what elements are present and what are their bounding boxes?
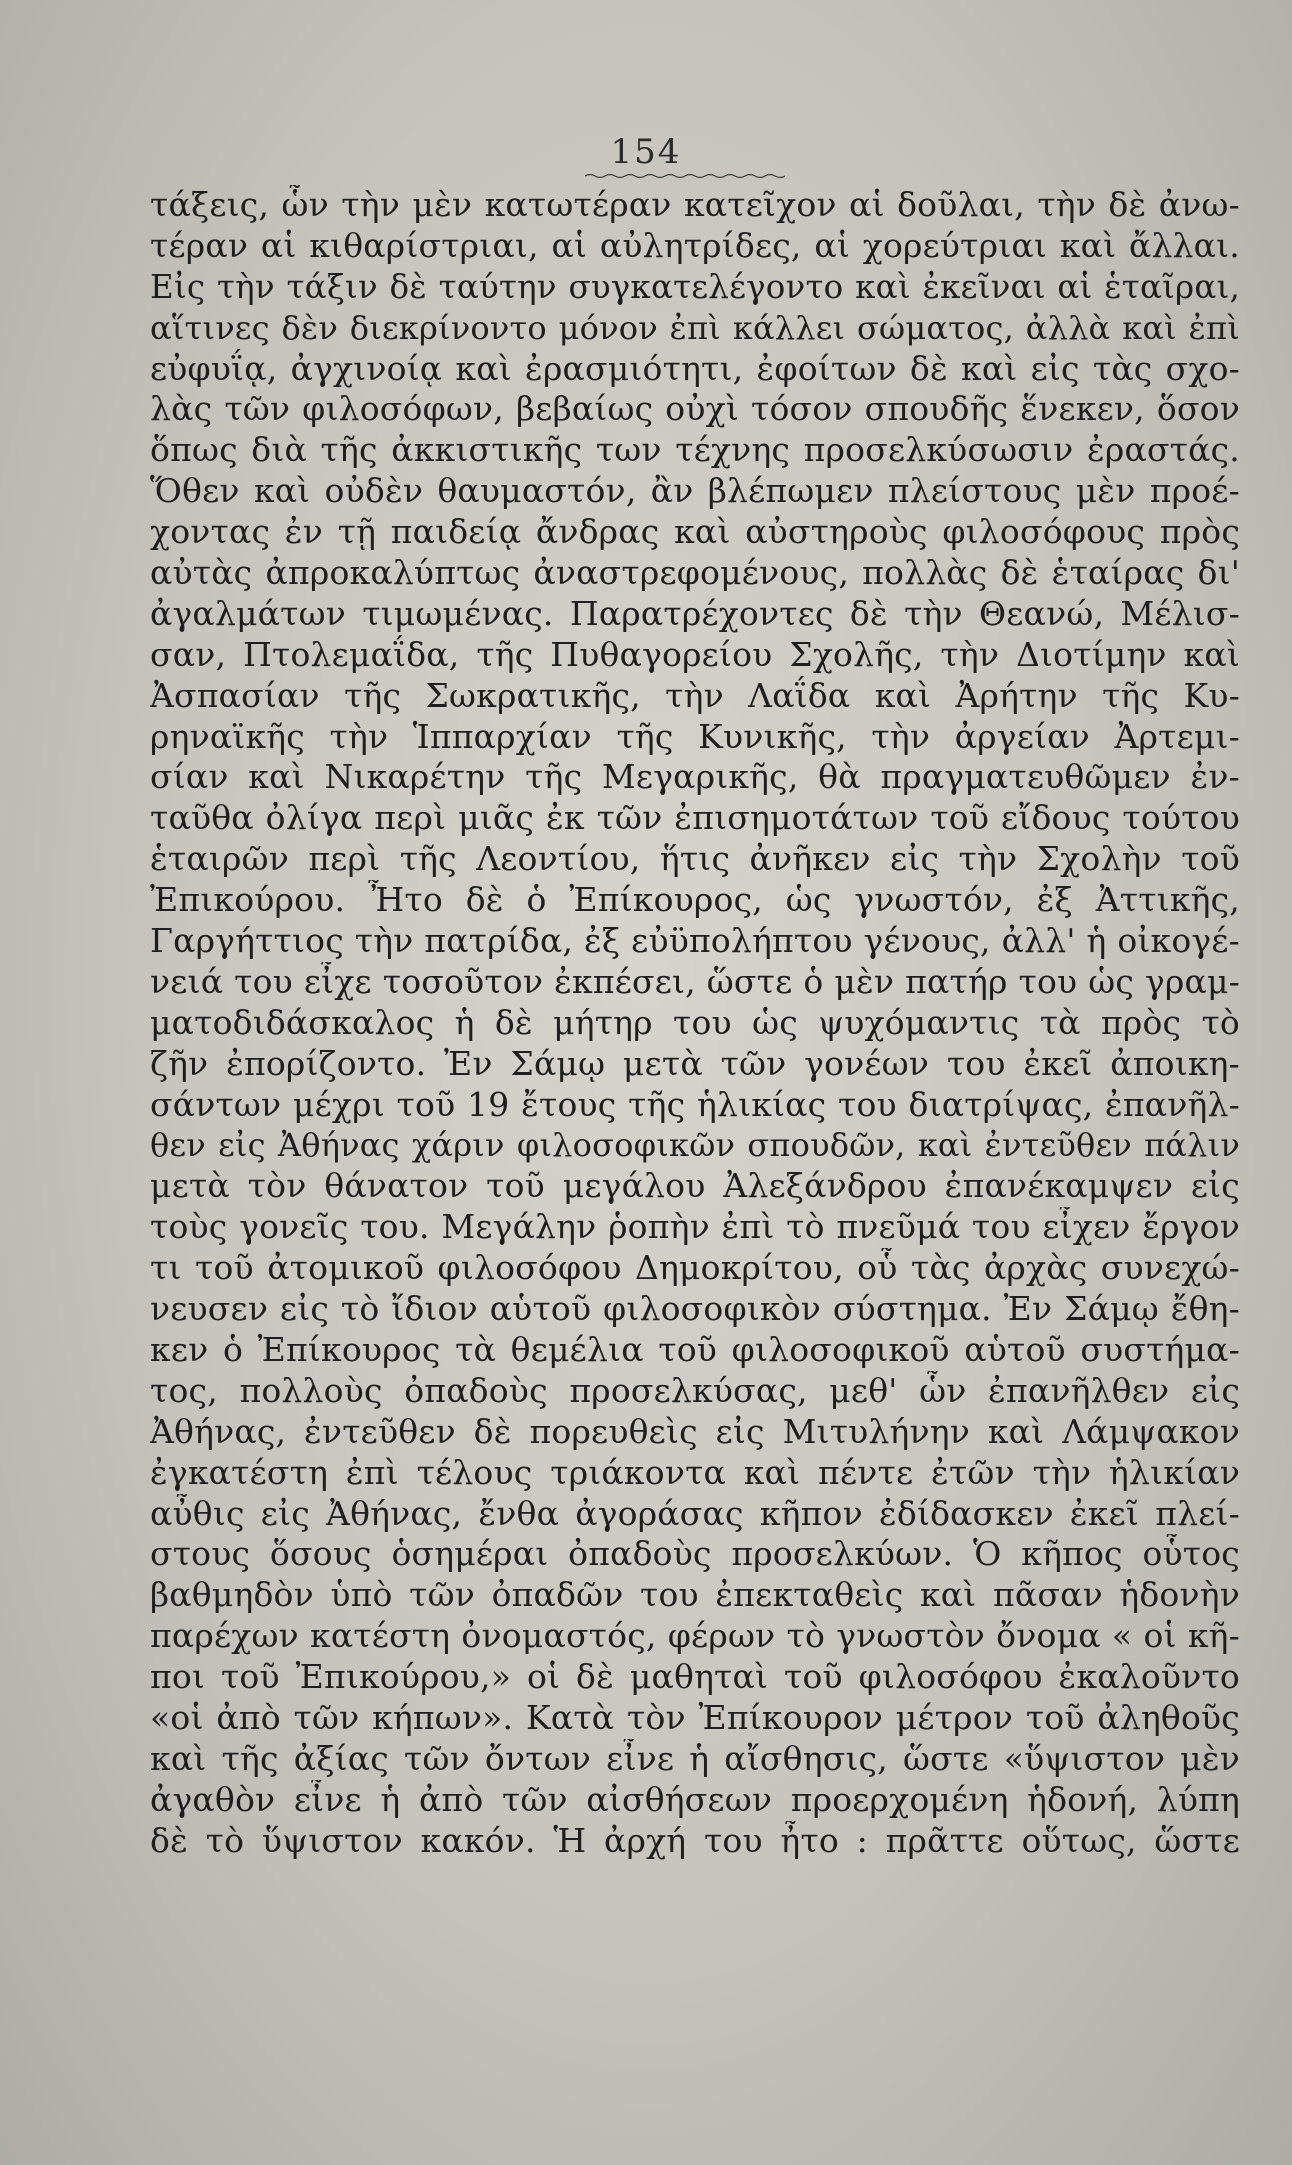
text-line: παρέχων κατέστη ὀνομαστός, φέρων τὸ γνωστὸν ὄνομα « οἱ κῆ- [150, 1616, 1240, 1656]
text-line: καὶ τῆς ἀξίας τῶν ὄντων εἶνε ἡ αἴσθησις, ὥστε «ὕψιστον μὲν [150, 1738, 1240, 1778]
text-line: ματοδιδάσκαλος ἡ δὲ μήτηρ του ὡς ψυχόμαντις τὰ πρὸς τὸ [150, 1002, 1240, 1042]
text-line: ἀγαλμάτων τιμωμένας. Παρατρέχοντες δὲ τὴν Θεανώ, Μέλισ- [150, 593, 1240, 633]
text-line: τάξεις, ὧν τὴν μὲν κατωτέραν κατεῖχον αἱ δοῦλαι, τὴν δὲ ἀνω- [150, 185, 1240, 224]
text-line: στους ὅσους ὁσημέραι ὀπαδοὺς προσελκύων. Ὁ κῆπος οὗτος [150, 1534, 1240, 1574]
text-line: ταῦθα ὀλίγα περὶ μιᾶς ἐκ τῶν ἐπισημοτάτων τοῦ εἴδους τούτου [150, 798, 1240, 838]
text-line: αὐτὰς ἀπροκαλύπτως ἀναστρεφομένους, πολλὰς δὲ ἑταίρας δι' [150, 553, 1240, 593]
body-text [150, 185, 1240, 1862]
text-line: εὐφυΐᾳ, ἀγχινοίᾳ καὶ ἐρασμιότητι, ἐφοίτων δὲ καὶ εἰς τὰς σχο- [150, 348, 1240, 388]
page-number: 154 [610, 132, 682, 172]
text-line: θεν εἰς Ἀθήνας χάριν φιλοσοφικῶν σπουδῶν, καὶ ἐντεῦθεν πάλιν [150, 1126, 1240, 1165]
ornament-rule [585, 173, 785, 179]
text-line: ὅπως διὰ τῆς ἀκκιστικῆς των τέχνης προσελκύσωσιν ἐραστάς. [150, 430, 1240, 470]
text-line: τοὺς γονεῖς του. Μεγάλην ῥοπὴν ἐπὶ τὸ πνεῦμά του εἶχεν ἔργον [150, 1207, 1240, 1247]
text-line: ζῆν ἐπορίζοντο. Ἐν Σάμῳ μετὰ τῶν γονέων του ἐκεῖ ἀποικη- [150, 1043, 1240, 1083]
text-line: τέραν αἱ κιθαρίστριαι, αἱ αὐλητρίδες, αἱ χορεύτριαι καὶ ἄλλαι. [150, 225, 1240, 265]
text-line: σαν, Πτολεμαΐδα, τῆς Πυθαγορείου Σχολῆς, τὴν Διοτίμην καὶ [150, 634, 1240, 674]
text-line: αἵτινες δὲν διεκρίνοντο μόνον ἐπὶ κάλλει σώματος, ἀλλὰ καὶ ἐπὶ [150, 308, 1240, 347]
text-line: Ὅθεν καὶ οὐδὲν θαυμαστόν, ἂν βλέπωμεν πλείστους μὲν προέ- [150, 471, 1240, 511]
text-line: αὖθις εἰς Ἀθήνας, ἔνθα ἀγοράσας κῆπον ἐδίδασκεν ἐκεῖ πλεί- [150, 1493, 1240, 1533]
text-line: σάντων μέχρι τοῦ 19 ἔτους τῆς ἡλικίας του διατρίψας, ἐπανῆλ- [150, 1084, 1240, 1124]
text-line: βαθμηδὸν ὑπὸ τῶν ὀπαδῶν του ἐπεκταθεὶς καὶ πᾶσαν ἡδονὴν [150, 1575, 1240, 1615]
text-line: Ἐπικούρου. Ἦτο δὲ ὁ Ἐπίκουρος, ὡς γνωστόν, ἐξ Ἀττικῆς, [150, 880, 1240, 920]
text-line: ἑταιρῶν περὶ τῆς Λεοντίου, ἥτις ἀνῆκεν εἰς τὴν Σχολὴν τοῦ [150, 839, 1240, 879]
text-line: τος, πολλοὺς ὀπαδοὺς προσελκύσας, μεθ' ὧν ἐπανῆλθεν εἰς [150, 1370, 1240, 1410]
text-line: χοντας ἐν τῇ παιδείᾳ ἄνδρας καὶ αὐστηροὺς φιλοσόφους πρὸς [150, 512, 1240, 552]
text-line: Ἀσπασίαν τῆς Σωκρατικῆς, τὴν Λαΐδα καὶ Ἀρήτην τῆς Κυ- [150, 675, 1240, 715]
text-line: ἀγαθὸν εἶνε ἡ ἀπὸ τῶν αἰσθήσεων προερχομένη ἡδονή, λύπη [150, 1779, 1240, 1819]
text-line: ἐγκατέστη ἐπὶ τέλους τριάκοντα καὶ πέντε ἐτῶν τὴν ἡλικίαν [150, 1452, 1240, 1492]
text-line: «οἱ ἀπὸ τῶν κήπων». Κατὰ τὸν Ἐπίκουρον μέτρον τοῦ ἀληθοῦς [150, 1697, 1240, 1737]
text-line: λὰς τῶν φιλοσόφων, βεβαίως οὐχὶ τόσον σπουδῆς ἕνεκεν, ὅσον [150, 389, 1240, 429]
text-line: νειά του εἶχε τοσοῦτον ἐκπέσει, ὥστε ὁ μὲν πατήρ του ὡς γραμ- [150, 961, 1240, 1001]
text-line: σίαν καὶ Νικαρέτην τῆς Μεγαρικῆς, θὰ πραγματευθῶμεν ἐν- [150, 757, 1240, 797]
text-line: ποι τοῦ Ἐπικούρου,» οἱ δὲ μαθηταὶ τοῦ φιλοσόφου ἐκαλοῦντο [150, 1657, 1240, 1697]
text-line: Εἰς τὴν τάξιν δὲ ταύτην συγκατελέγοντο καὶ ἐκεῖναι αἱ ἑταῖραι, [150, 267, 1240, 306]
text-line: δὲ τὸ ὕψιστον κακόν. Ἡ ἀρχή του ἦτο : πρᾶττε οὕτως, ὥστε [150, 1820, 1240, 1860]
text-line: Γαργήττιος τὴν πατρίδα, ἐξ εὐϋπολήπτου γένους, ἀλλ' ἡ οἰκογέ- [150, 921, 1240, 961]
text-line: νευσεν εἰς τὸ ἴδιον αὑτοῦ φιλοσοφικὸν σύστημα. Ἐν Σάμῳ ἔθη- [150, 1289, 1240, 1329]
text-line: κεν ὁ Ἐπίκουρος τὰ θεμέλια τοῦ φιλοσοφικοῦ αὑτοῦ συστήμα- [150, 1329, 1240, 1369]
text-line: τι τοῦ ἀτομικοῦ φιλοσόφου Δημοκρίτου, οὗ τὰς ἀρχὰς συνεχώ- [150, 1248, 1240, 1288]
text-line: ρηναϊκῆς τὴν Ἱππαρχίαν τῆς Κυνικῆς, τὴν ἀργείαν Ἀρτεμι- [150, 716, 1240, 756]
text-line: Ἀθήνας, ἐντεῦθεν δὲ πορευθεὶς εἰς Μιτυλήνην καὶ Λάμψακον [150, 1411, 1240, 1451]
text-line: μετὰ τὸν θάνατον τοῦ μεγάλου Ἀλεξάνδρου ἐπανέκαμψεν εἰς [150, 1166, 1240, 1206]
